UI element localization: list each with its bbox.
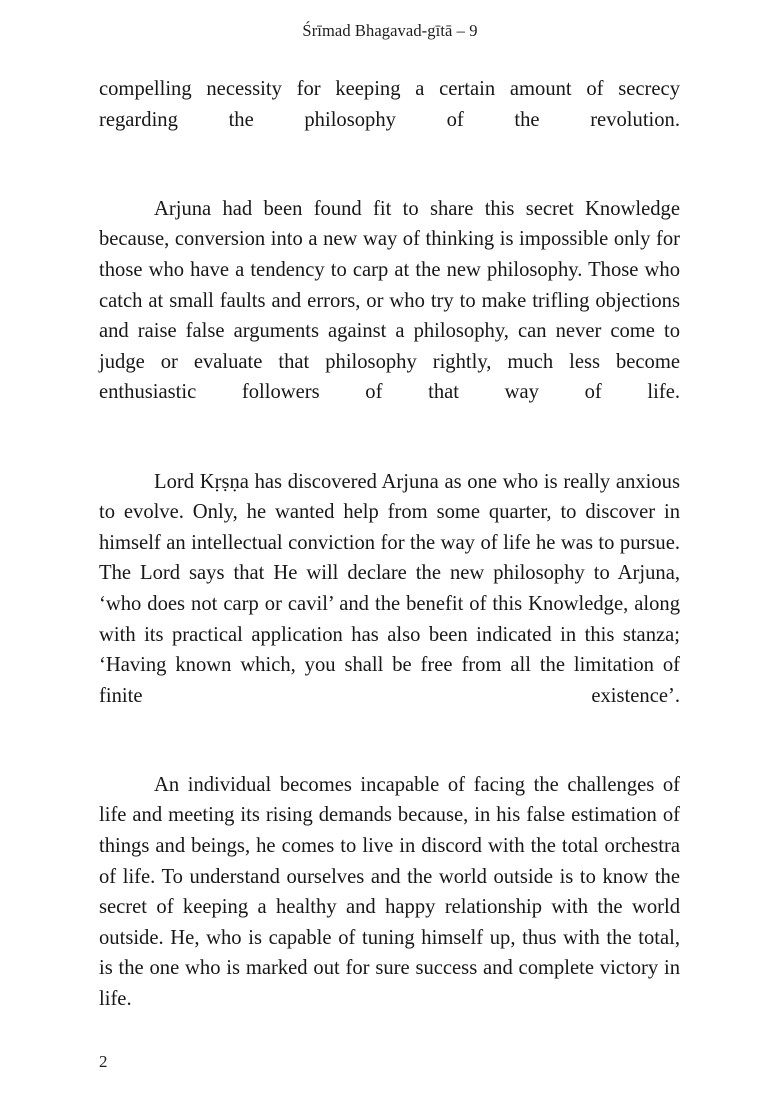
running-head: Śrīmad Bhagavad-gītā – 9 [302,21,478,40]
paragraph: Lord Kṛṣṇa has discovered Arjuna as one who is really anxious to evolve. Only, he wanted help from some quarter, to discover in himself an intellectual conviction for the way of life he was to pursue. The Lord says that He will declare the new philosophy to Arjuna, ‘who does not carp or cavil’ and the benefit of this Knowledge, along with its practical application has also been indicated in this stanza; ‘Having known which, you shall be free from all the limitation of finite existence’. [99,470,680,707]
paragraph: Arjuna had been found fit to share this secret Knowledge because, conversion into a new way of thinking is impossible only for those who have a tendency to carp at the new philosophy. Those who catch at small faults and errors, or who try to make trifling objections and raise false arguments against a philosophy, can never come to judge or evaluate that philosophy rightly, much less become enthusiastic followers of that way of life. [99,197,680,404]
paragraph: An individual becomes incapable of facing the challenges of life and meeting its rising demands because, in his false estimation of things and beings, he comes to live in discord with the total orchestra of life. To understand ourselves and the world outside is to know the secret of keeping a healthy and happy relationship with the world outside. He, who is capable of tuning himself up, thus with the total, is the one who is marked out for sure success and complete victory in life. [99,773,680,1011]
body-text-column [99,74,680,1045]
page-number: 2 [99,1052,108,1071]
paragraph: compelling necessity for keeping a certain amount of secrecy regarding the philosophy of the revolution. [99,78,680,131]
